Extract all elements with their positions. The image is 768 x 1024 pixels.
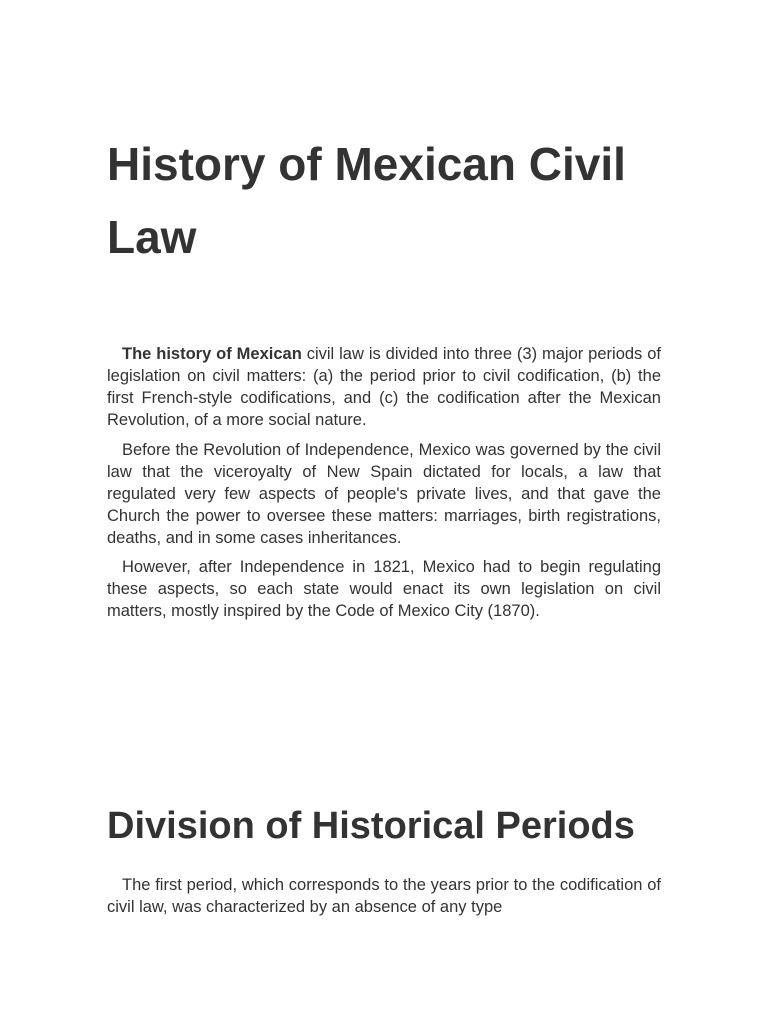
periods-section bbox=[107, 874, 661, 926]
section-heading: Division of Historical Periods bbox=[107, 805, 635, 847]
intro-paragraph bbox=[107, 343, 661, 431]
body-paragraph: Before the Revolution of Independence, Mexico was governed by the civil law that the viceroyalty of New Spain dictated for locals, a law that regulated very few aspects of people's private lives, and that gave the Church the power to oversee these matters: marriages, birth registrations, deaths, and in some cases inheritances. bbox=[107, 440, 661, 547]
page-title: History of Mexican Civil Law bbox=[107, 138, 626, 263]
intro-lead-bold: The history of Mexican bbox=[122, 345, 302, 363]
body-paragraph: The first period, which corresponds to the years prior to the codification of civil law, was characterized by an absence of any type bbox=[107, 876, 661, 916]
intro-section bbox=[107, 343, 661, 630]
intro-lead-rest: civil law is divided into three (3) major periods of legislation on civil matters: (a) the period prior to civil codification, (b) the first French-style codifications, and (c) the codification after the Mexican Revolution, of a more social nature. bbox=[107, 345, 661, 429]
body-paragraph: However, after Independence in 1821, Mexico had to begin regulating these aspects, so each state would enact its own legislation on civil matters, mostly inspired by the Code of Mexico City (1870). bbox=[107, 558, 661, 620]
